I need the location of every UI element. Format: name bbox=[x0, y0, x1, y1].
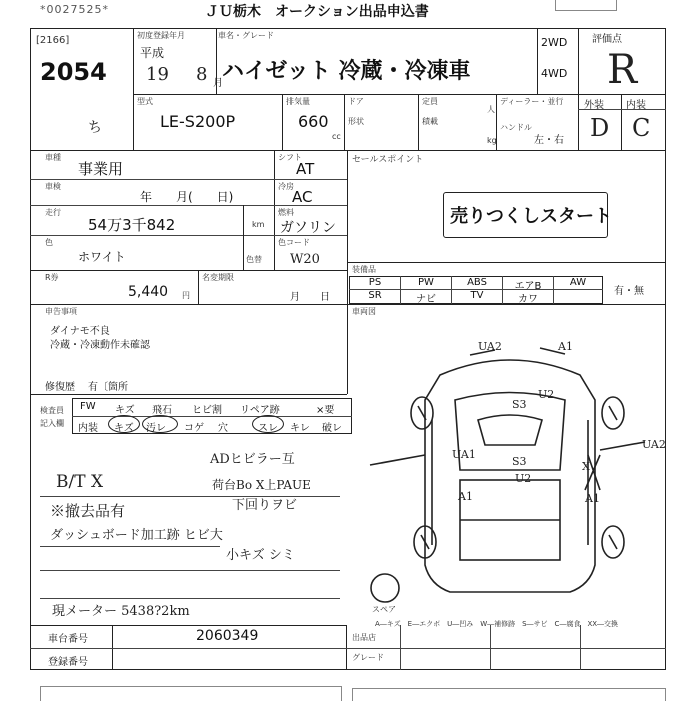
footer-mid-line bbox=[30, 648, 346, 649]
ext-int-divider bbox=[621, 94, 622, 150]
mark-ua2-top: UA2 bbox=[478, 340, 502, 353]
reg-year: 19 bbox=[146, 64, 169, 85]
equip-aw: AW bbox=[569, 277, 587, 288]
registration-label: 初度登録年月 bbox=[137, 31, 185, 40]
form-title: ＪＵ栃木 オークション出品申込書 bbox=[205, 4, 429, 20]
vehicle-name: ハイゼット 冷蔵・冷凍車 bbox=[222, 59, 471, 84]
mark-a1-right: A1 bbox=[585, 492, 600, 505]
equip-sr: SR bbox=[368, 290, 382, 301]
lot-id: [2166] bbox=[36, 35, 70, 46]
mark-s3-cab: S3 bbox=[512, 398, 527, 411]
spare-wheel bbox=[371, 574, 399, 602]
declaration-line-2: 冷蔵・冷凍動作未確認 bbox=[50, 340, 150, 351]
mark-a1-left: A1 bbox=[458, 490, 473, 503]
model-value: LE-S200P bbox=[160, 112, 236, 131]
color-line bbox=[30, 270, 347, 271]
note-line-2 bbox=[40, 546, 220, 547]
insp-interior: 内装 bbox=[78, 423, 98, 434]
score-label: 評価点 bbox=[592, 34, 622, 45]
color-value: ホワイト bbox=[78, 250, 126, 264]
use-value: 事業用 bbox=[78, 160, 124, 178]
circle-mark-1 bbox=[108, 415, 140, 433]
footer-grade-label: グレード bbox=[352, 653, 384, 662]
interior-value: C bbox=[632, 114, 651, 142]
mileage-unit: km bbox=[252, 220, 265, 229]
color-code-label: 色コード bbox=[278, 238, 310, 247]
score-value: R bbox=[607, 47, 638, 93]
sales-point-label: セールスポイント bbox=[352, 155, 424, 165]
dealer-label: ディーラー・並行 bbox=[500, 97, 564, 106]
sales-point-stamp-text: 売りつくしスタート bbox=[450, 206, 612, 227]
insp-dirt: 汚レ bbox=[146, 423, 166, 434]
door-divider bbox=[418, 94, 419, 150]
use-line bbox=[30, 179, 347, 180]
name-change-label: 名変期限 bbox=[202, 273, 234, 282]
fuel-label: 燃料 bbox=[278, 208, 294, 217]
diagram-label: 車両図 bbox=[352, 307, 376, 316]
declaration-label: 申告事項 bbox=[45, 307, 77, 316]
consignor-label: 出品店 bbox=[352, 633, 376, 642]
door-sub-label: 形状 bbox=[348, 117, 364, 126]
equip-col-3 bbox=[502, 276, 503, 304]
mark-x-right: X bbox=[582, 460, 590, 473]
equip-col-2 bbox=[451, 276, 452, 304]
drive-divider bbox=[537, 28, 538, 94]
body-outline bbox=[425, 360, 595, 592]
note-removed: ※撤去品有 bbox=[50, 502, 126, 520]
mark-ua2-right: UA2 bbox=[642, 438, 666, 451]
equip-bottom-line bbox=[347, 304, 666, 305]
circle-mark-3 bbox=[252, 415, 284, 433]
interior-label: 内装 bbox=[626, 100, 646, 111]
recycle-divider bbox=[198, 270, 199, 304]
ac-label: 冷房 bbox=[278, 182, 294, 191]
shift-label: シフト bbox=[278, 153, 302, 162]
recycle-value: 5,440 bbox=[128, 284, 169, 300]
reg-divider bbox=[216, 28, 217, 94]
footer-right-div-1 bbox=[400, 625, 401, 670]
equip-pw: PW bbox=[418, 277, 434, 288]
insp-scratch: キズ bbox=[115, 405, 135, 416]
load-label: 積載 bbox=[422, 117, 438, 126]
insp-fw: FW bbox=[80, 401, 96, 412]
ac-value: AC bbox=[292, 188, 313, 206]
diagram-legend: A―キズ E―エクボ U―凹み W―補修跡 S―サビ C―腐食 XX―交換 bbox=[375, 620, 619, 628]
color-divider bbox=[243, 235, 244, 270]
decl-right bbox=[347, 304, 348, 394]
mark-s3-bed: S3 bbox=[512, 455, 527, 468]
equip-presence: 有・無 bbox=[614, 286, 644, 297]
score-line bbox=[578, 94, 666, 95]
circle-mark-2 bbox=[142, 415, 178, 433]
door-label: ドア bbox=[348, 97, 364, 106]
displacement-label: 排気量 bbox=[286, 97, 310, 106]
grade-label: 車名・グレード bbox=[218, 31, 274, 40]
handle-value: 左・右 bbox=[534, 135, 564, 146]
equip-col-1 bbox=[400, 276, 401, 304]
recycle-line bbox=[30, 304, 347, 305]
note-meter: 現メーター 5438?2km bbox=[52, 604, 190, 619]
exterior-label: 外装 bbox=[584, 100, 604, 111]
windshield bbox=[478, 415, 542, 445]
mark-ua1-left: UA1 bbox=[452, 448, 476, 461]
equip-tv: TV bbox=[470, 290, 484, 301]
insp-wear: スレ bbox=[258, 423, 278, 434]
shift-value: AT bbox=[296, 160, 315, 178]
spec-bottom-line bbox=[30, 150, 666, 151]
equip-col-4 bbox=[553, 276, 554, 304]
recycle-unit: 円 bbox=[182, 291, 190, 300]
repair-label: 修復歴 bbox=[45, 382, 75, 393]
color-code-value: W20 bbox=[290, 252, 320, 267]
note-small: 小キズ シミ bbox=[226, 548, 295, 563]
note-under: 下回りヲビ bbox=[232, 498, 298, 513]
serial-number: *0027525* bbox=[40, 3, 109, 16]
note-line-4 bbox=[40, 598, 340, 599]
drive-2wd: 2WD bbox=[541, 36, 568, 49]
color-change-label: 色替 bbox=[246, 255, 262, 264]
reg-month: 8 bbox=[196, 64, 208, 85]
spare-label: スペア bbox=[372, 605, 396, 614]
note-bt: B/T X bbox=[56, 472, 104, 492]
reg-label: 登録番号 bbox=[48, 657, 88, 668]
mark-u2-bed: U2 bbox=[515, 472, 532, 485]
inspection-value: 年 月( 日) bbox=[140, 190, 234, 204]
mark-u2-cab: U2 bbox=[538, 388, 555, 401]
next-form-edge-2 bbox=[352, 688, 666, 701]
lot-divider bbox=[133, 28, 134, 150]
next-form-edge bbox=[40, 686, 342, 701]
use-label: 車種 bbox=[45, 153, 61, 162]
note-pillar: ADヒビラー互 bbox=[210, 452, 295, 467]
equip-top-line bbox=[347, 262, 666, 263]
note-line-1 bbox=[40, 496, 340, 497]
name-change-value: 月 日 bbox=[290, 292, 330, 303]
reg-month-unit: 月 bbox=[213, 78, 223, 89]
mileage-value: 54万3千842 bbox=[88, 216, 176, 234]
insp-repair: リペア跡 bbox=[240, 405, 280, 416]
recycle-label: R券 bbox=[45, 273, 59, 282]
handle-label: ハンドル bbox=[500, 123, 532, 132]
insp-burn: コゲ bbox=[184, 423, 204, 434]
km-divider bbox=[243, 205, 244, 235]
equip-airbag: エアB bbox=[514, 281, 542, 292]
footer-right-line bbox=[346, 648, 666, 649]
note-bed: 荷台Bo X上PAUE bbox=[212, 478, 311, 492]
chassis-label: 車台番号 bbox=[48, 634, 88, 645]
inspection-label: 車検 bbox=[45, 182, 61, 191]
info-mid-divider bbox=[274, 150, 275, 270]
footer-right-div-3 bbox=[580, 625, 581, 670]
equip-leather: カワ bbox=[518, 294, 538, 305]
declaration-line-1: ダイナモ不良 bbox=[50, 326, 110, 337]
equip-ps: PS bbox=[368, 277, 382, 288]
decl-bottom bbox=[30, 394, 347, 395]
color-label: 色 bbox=[45, 238, 53, 247]
lot-number: 2054 bbox=[40, 58, 107, 86]
inspection-line bbox=[30, 205, 347, 206]
era-label: 平成 bbox=[140, 46, 165, 60]
inspector-label-2: 記入欄 bbox=[40, 419, 64, 428]
mileage-label: 走行 bbox=[45, 208, 61, 217]
disp-divider bbox=[344, 94, 345, 150]
equipment-label: 装備品 bbox=[352, 265, 376, 274]
note-line-3 bbox=[40, 570, 340, 571]
insp-cut: キレ bbox=[290, 423, 310, 434]
displacement-value: 660 bbox=[298, 112, 329, 131]
persons-unit: 人 bbox=[487, 105, 495, 114]
capacity-label: 定員 bbox=[422, 97, 438, 106]
score-divider bbox=[578, 28, 579, 150]
footer-top-line bbox=[30, 625, 346, 626]
header-stamp-box bbox=[555, 0, 617, 11]
info-col-divider bbox=[347, 150, 348, 330]
mark-a1-top: A1 bbox=[558, 340, 573, 353]
insp-crack: ヒビ割 bbox=[192, 405, 222, 416]
ext-int-line bbox=[578, 109, 666, 110]
load-unit: kg bbox=[487, 136, 497, 145]
footer-right-div-2 bbox=[490, 625, 491, 670]
insp-chip: 飛石 bbox=[152, 405, 172, 416]
chassis-value: 2060349 bbox=[196, 628, 259, 644]
equip-abs: ABS bbox=[467, 277, 487, 288]
insp-int-scratch: キズ bbox=[114, 423, 134, 434]
scribble: ち bbox=[88, 120, 102, 136]
model-label: 型式 bbox=[137, 97, 153, 106]
drive-4wd: 4WD bbox=[541, 67, 568, 80]
inspector-label-1: 検査員 bbox=[40, 406, 64, 415]
exterior-value: D bbox=[590, 114, 610, 142]
model-divider bbox=[282, 94, 283, 150]
cap-divider bbox=[496, 94, 497, 150]
mileage-line bbox=[30, 235, 347, 236]
displacement-unit: cc bbox=[332, 132, 341, 141]
insp-hole: 穴 bbox=[218, 423, 228, 434]
note-dash: ダッシュボード加工跡 ヒビ大 bbox=[50, 528, 223, 543]
equip-navi: ナビ bbox=[416, 294, 436, 305]
spec-top-line bbox=[133, 94, 578, 95]
insp-needs: ×要 bbox=[316, 405, 335, 416]
insp-tear: 破レ bbox=[322, 423, 342, 434]
repair-value: 有〔箇所 bbox=[88, 382, 128, 393]
vehicle-diagram bbox=[360, 330, 666, 620]
fuel-value: ガソリン bbox=[280, 220, 336, 236]
